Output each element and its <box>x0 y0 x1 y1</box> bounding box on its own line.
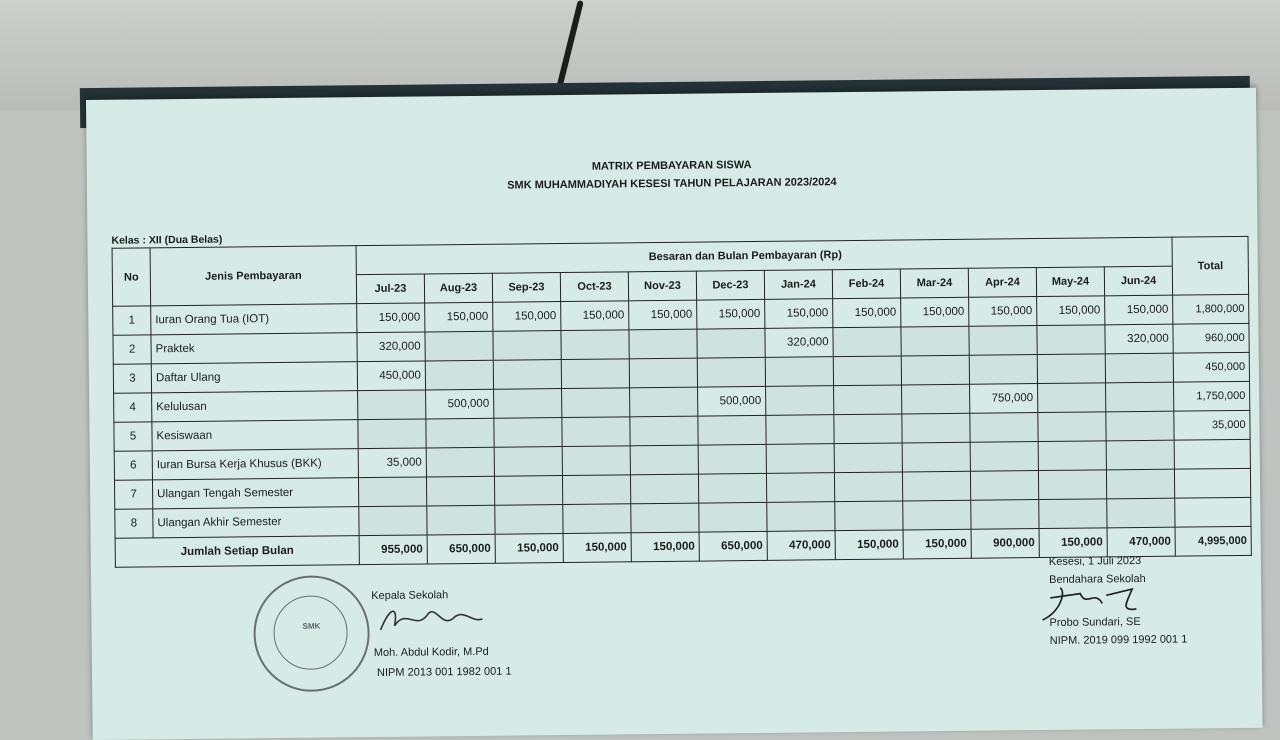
header-month: Jul-23 <box>356 274 424 304</box>
amount-cell <box>902 413 970 443</box>
amount-cell <box>902 384 970 414</box>
payment-type: Praktek <box>151 333 357 364</box>
payment-type: Iuran Bursa Kerja Khusus (BKK) <box>152 449 358 480</box>
row-number: 4 <box>114 393 152 422</box>
amount-cell <box>494 389 562 419</box>
amount-cell: 750,000 <box>970 384 1038 414</box>
monthly-sum: 650,000 <box>699 531 767 561</box>
amount-cell <box>902 471 970 501</box>
monthly-sum: 150,000 <box>903 529 971 559</box>
summary-label: Jumlah Setiap Bulan <box>115 536 359 568</box>
amount-cell: 320,000 <box>1105 324 1173 354</box>
amount-cell: 320,000 <box>357 332 425 362</box>
payment-type: Ulangan Tengah Semester <box>152 478 358 509</box>
amount-cell: 150,000 <box>969 297 1037 327</box>
amount-cell <box>426 476 494 506</box>
row-total: 1,800,000 <box>1173 294 1249 324</box>
amount-cell <box>562 417 630 447</box>
payment-type: Kesiswaan <box>152 420 358 451</box>
header-month: Aug-23 <box>424 273 492 303</box>
row-number: 6 <box>114 451 152 480</box>
amount-cell <box>834 472 902 502</box>
amount-cell: 150,000 <box>425 302 493 332</box>
amount-cell <box>1106 382 1174 412</box>
amount-cell <box>631 503 699 533</box>
amount-cell <box>1038 470 1106 500</box>
header-month: Sep-23 <box>492 273 560 303</box>
amount-cell <box>767 502 835 532</box>
treasurer-nip: NIPM. 2019 099 1992 001 1 <box>1049 633 1188 647</box>
amount-cell: 450,000 <box>357 361 425 391</box>
amount-cell <box>698 444 766 474</box>
amount-cell <box>699 502 767 532</box>
header-month: Feb-24 <box>832 269 900 299</box>
school-stamp <box>253 575 370 692</box>
amount-cell <box>425 360 493 390</box>
amount-cell <box>493 360 561 390</box>
amount-cell <box>698 415 766 445</box>
amount-cell <box>766 386 834 416</box>
amount-cell <box>766 415 834 445</box>
amount-cell <box>1106 469 1174 499</box>
amount-cell <box>561 359 629 389</box>
row-number: 5 <box>114 422 152 451</box>
amount-cell <box>834 414 902 444</box>
document-title: MATRIX PEMBAYARAN SISWA <box>591 159 752 173</box>
treasurer-role: Bendahara Sekolah <box>1049 572 1146 586</box>
row-total <box>1174 439 1250 469</box>
amount-cell <box>1038 412 1106 442</box>
stamp-inner-ring <box>273 595 348 670</box>
amount-cell <box>562 446 630 476</box>
amount-cell: 150,000 <box>697 299 765 329</box>
amount-cell <box>1038 441 1106 471</box>
amount-cell <box>630 445 698 475</box>
header-group: Besaran dan Bulan Pembayaran (Rp) <box>356 237 1172 275</box>
header-jenis: Jenis Pembayaran <box>150 246 357 306</box>
monthly-sum: 150,000 <box>1039 528 1107 558</box>
monthly-sum: 150,000 <box>495 534 563 564</box>
amount-cell <box>833 356 901 386</box>
amount-cell: 320,000 <box>765 328 833 358</box>
principal-signature <box>376 601 486 636</box>
amount-cell: 150,000 <box>357 303 425 333</box>
header-month: Jun-24 <box>1104 266 1172 296</box>
amount-cell <box>971 500 1039 530</box>
amount-cell <box>494 418 562 448</box>
treasurer-name: Probo Sundari, SE <box>1049 615 1141 629</box>
monthly-sum: 470,000 <box>1107 527 1175 557</box>
kelas-label: Kelas <box>111 234 140 247</box>
payment-type: Ulangan Akhir Semester <box>153 507 359 538</box>
amount-cell <box>697 357 765 387</box>
principal-role: Kepala Sekolah <box>371 589 449 603</box>
amount-cell <box>901 355 969 385</box>
amount-cell <box>1107 498 1175 528</box>
header-month: Nov-23 <box>628 271 696 301</box>
amount-cell <box>1037 325 1105 355</box>
amount-cell: 150,000 <box>833 298 901 328</box>
amount-cell <box>970 413 1038 443</box>
amount-cell <box>493 331 561 361</box>
amount-cell: 150,000 <box>629 300 697 330</box>
amount-cell <box>629 329 697 359</box>
place-date: Kesesi, 1 Juli 2023 <box>1048 554 1142 568</box>
amount-cell <box>970 471 1038 501</box>
amount-cell <box>630 387 698 417</box>
amount-cell <box>563 504 631 534</box>
amount-cell: 150,000 <box>1105 295 1173 325</box>
amount-cell: 500,000 <box>426 389 494 419</box>
amount-cell: 150,000 <box>1037 296 1105 326</box>
header-month: Jan-24 <box>764 270 832 300</box>
amount-cell <box>903 500 971 530</box>
grand-total: 4,995,000 <box>1175 526 1251 556</box>
amount-cell <box>902 442 970 472</box>
amount-cell <box>426 447 494 477</box>
kelas-value: : XII (Dua Belas) <box>142 233 223 247</box>
payment-matrix-table <box>112 233 1252 568</box>
header-month: Apr-24 <box>968 268 1036 298</box>
amount-cell <box>1106 411 1174 441</box>
amount-cell <box>1039 499 1107 529</box>
monthly-sum: 900,000 <box>971 529 1039 559</box>
amount-cell <box>697 328 765 358</box>
row-number: 8 <box>115 509 153 538</box>
amount-cell: 150,000 <box>765 299 833 329</box>
amount-cell <box>834 385 902 415</box>
table-body <box>113 294 1252 567</box>
header-month: Mar-24 <box>900 268 968 298</box>
amount-cell <box>495 505 563 535</box>
monthly-sum: 955,000 <box>359 535 427 565</box>
amount-cell <box>970 442 1038 472</box>
amount-cell <box>1038 383 1106 413</box>
amount-cell: 150,000 <box>901 297 969 327</box>
amount-cell <box>358 390 426 420</box>
amount-cell <box>833 327 901 357</box>
amount-cell <box>1105 353 1173 383</box>
row-total: 35,000 <box>1174 410 1250 440</box>
amount-cell <box>969 355 1037 385</box>
amount-cell <box>427 505 495 535</box>
kelas-line <box>111 234 222 247</box>
amount-cell <box>358 477 426 507</box>
header-month: Oct-23 <box>560 272 628 302</box>
amount-cell <box>1106 440 1174 470</box>
amount-cell <box>561 330 629 360</box>
amount-cell <box>835 501 903 531</box>
row-total <box>1175 468 1251 498</box>
amount-cell <box>766 444 834 474</box>
amount-cell <box>901 326 969 356</box>
row-number: 3 <box>113 364 151 393</box>
header-no: No <box>112 248 151 306</box>
monthly-sum: 650,000 <box>427 534 495 564</box>
amount-cell <box>834 443 902 473</box>
amount-cell <box>358 419 426 449</box>
amount-cell: 500,000 <box>698 386 766 416</box>
amount-cell <box>1037 354 1105 384</box>
amount-cell <box>562 475 630 505</box>
payment-type: Iuran Orang Tua (IOT) <box>151 304 357 335</box>
amount-cell: 35,000 <box>358 448 426 478</box>
monthly-sum: 470,000 <box>767 531 835 561</box>
monthly-sum: 150,000 <box>563 533 631 563</box>
amount-cell <box>562 388 630 418</box>
row-total: 1,750,000 <box>1174 381 1250 411</box>
row-total: 450,000 <box>1173 352 1249 382</box>
amount-cell <box>630 474 698 504</box>
stamp-text: SMK <box>302 621 321 631</box>
amount-cell <box>359 506 427 536</box>
amount-cell <box>494 447 562 477</box>
principal-nip: NIPM 2013 001 1982 001 1 <box>376 665 512 679</box>
monthly-sum: 150,000 <box>631 532 699 562</box>
amount-cell <box>765 357 833 387</box>
amount-cell <box>698 473 766 503</box>
amount-cell <box>425 331 493 361</box>
amount-cell: 150,000 <box>561 301 629 331</box>
amount-cell <box>426 418 494 448</box>
row-total <box>1175 497 1251 527</box>
amount-cell <box>629 358 697 388</box>
document-paper <box>86 88 1263 740</box>
header-month: Dec-23 <box>696 270 764 300</box>
row-number: 1 <box>113 306 151 335</box>
header-month: May-24 <box>1036 267 1104 297</box>
amount-cell <box>494 476 562 506</box>
amount-cell <box>766 473 834 503</box>
monthly-sum: 150,000 <box>835 530 903 560</box>
payment-type: Kelulusan <box>152 391 358 422</box>
amount-cell: 150,000 <box>493 302 561 332</box>
principal-name: Moh. Abdul Kodir, M.Pd <box>373 645 489 660</box>
payment-type: Daftar Ulang <box>151 362 357 393</box>
amount-cell <box>630 416 698 446</box>
row-total: 960,000 <box>1173 323 1249 353</box>
row-number: 7 <box>114 480 152 509</box>
row-number: 2 <box>113 335 151 364</box>
header-total: Total <box>1172 236 1249 295</box>
amount-cell <box>969 326 1037 356</box>
document-subtitle: SMK MUHAMMADIYAH KESESI TAHUN PELAJARAN 2023/2024 <box>507 176 837 192</box>
